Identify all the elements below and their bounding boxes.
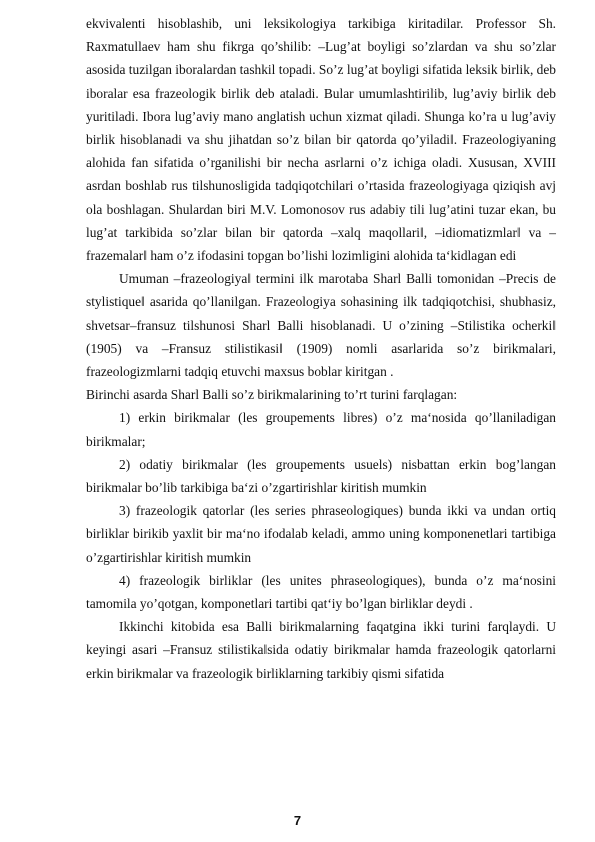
- paragraph-5: 2) odatiy birikmalar (les groupements usuels) nisbattan erkin bog’langan birikmalar bo’lib tarkibiga ba‘zi o’zgartirishlar kiritish mumkin: [86, 456, 556, 496]
- paragraph-6: 3) frazeologik qatorlar (les series phraseologiques) bunda ikki va undan ortiq birliklar birikib yaxlit bir ma‘no ifodalab keladi, ammo uning komponenetlari tartibiga o’zgartirishlar kiritish mumkin: [86, 503, 556, 565]
- paragraph-7: 4) frazeologik birliklar (les unites phraseologiques), bunda o’z ma‘nosini tamomila yo’qotgan, komponetlari tartibi qat‘iy bo’lgan birliklar deydi .: [86, 572, 556, 612]
- page-number: 7: [293, 813, 302, 828]
- paragraph-2: Umuman ‒frazeologiya‖ termini ilk marotaba Sharl Balli tomonidan ‒Precis de stylistique‖ asarida qo’llanilgan. Frazeologiya sohasining ilk tadqiqotchisi, shubhasiz, shvetsar‒fransuz tilshunosi Sharl Balli hisoblanadi. U o’zining ‒Stilistika ocherki‖ (1905) va ‒Fransuz stilistikasi‖ (1909) nomli asarlarida so’z birikmalari, frazeologizmlarni tadqiq etuvchi maxsus boblar kiritgan .: [86, 271, 556, 380]
- paragraph-8: Ikkinchi kitobida esa Balli birikmalarning faqatgina ikki turini farqlaydi. U keyingi asari ‒Fransuz stilistika‖sida odatiy birikmalar hamda frazeologik qatorlarni erkin birikmalar va frazeologik birliklarning tarkibiy qismi sifatida: [86, 619, 556, 681]
- paragraph-1: ekvivalenti hisoblashib, uni leksikologiya tarkibiga kiritadilar. Professor Sh. Raxmatullaev ham shu fikrga qo’shilib: ‒Lug’at boyligi so’zlardan va shu so’zlar asosida tuzilgan iboralardan tashkil topadi. So’z lug’at boyligi sifatida leksik birlik, deb iboralar esa frazeologik birlik deb ataladi. Bular umumlashtirilib, lug’aviy birlik deb yuritiladi. Ibora lug’aviy mano anglatish uchun xizmat qiladi. Shunga ko’ra u lug’aviy birlik hisoblanadi va shu jihatdan so’z bilan bir qatorda qo’yiladi‖. Frazeologiyaning alohida fan sifatida o’rganilishi bir necha asrlarni o’z ichiga oladi. Xususan, XVIII asrdan boshlab rus tilshunosligida tadqiqotchilari o’rtasida frazeologiyaga qiziqish avj ola boshlagan. Shulardan biri M.V. Lomonosov rus adabiy tili lug’atini tuzar ekan, bu lug’at tarkibida so’zlar bilan bir qatorda ‒xalq maqollari‖, ‒idiomatizmlar‖ va ‒frazemalar‖ ham o’z ifodasini topgan bo’lishi lozimligini alohida ta‘kidlagan edi: [86, 16, 556, 264]
- document-page: [86, 12, 556, 685]
- paragraph-3: Birinchi asarda Sharl Balli so’z birikmalarining to’rt turini farqlagan:: [86, 387, 458, 403]
- paragraph-4: 1) erkin birikmalar (les groupements libres) o’z ma‘nosida qo’llaniladigan birikmalar;: [86, 410, 556, 449]
